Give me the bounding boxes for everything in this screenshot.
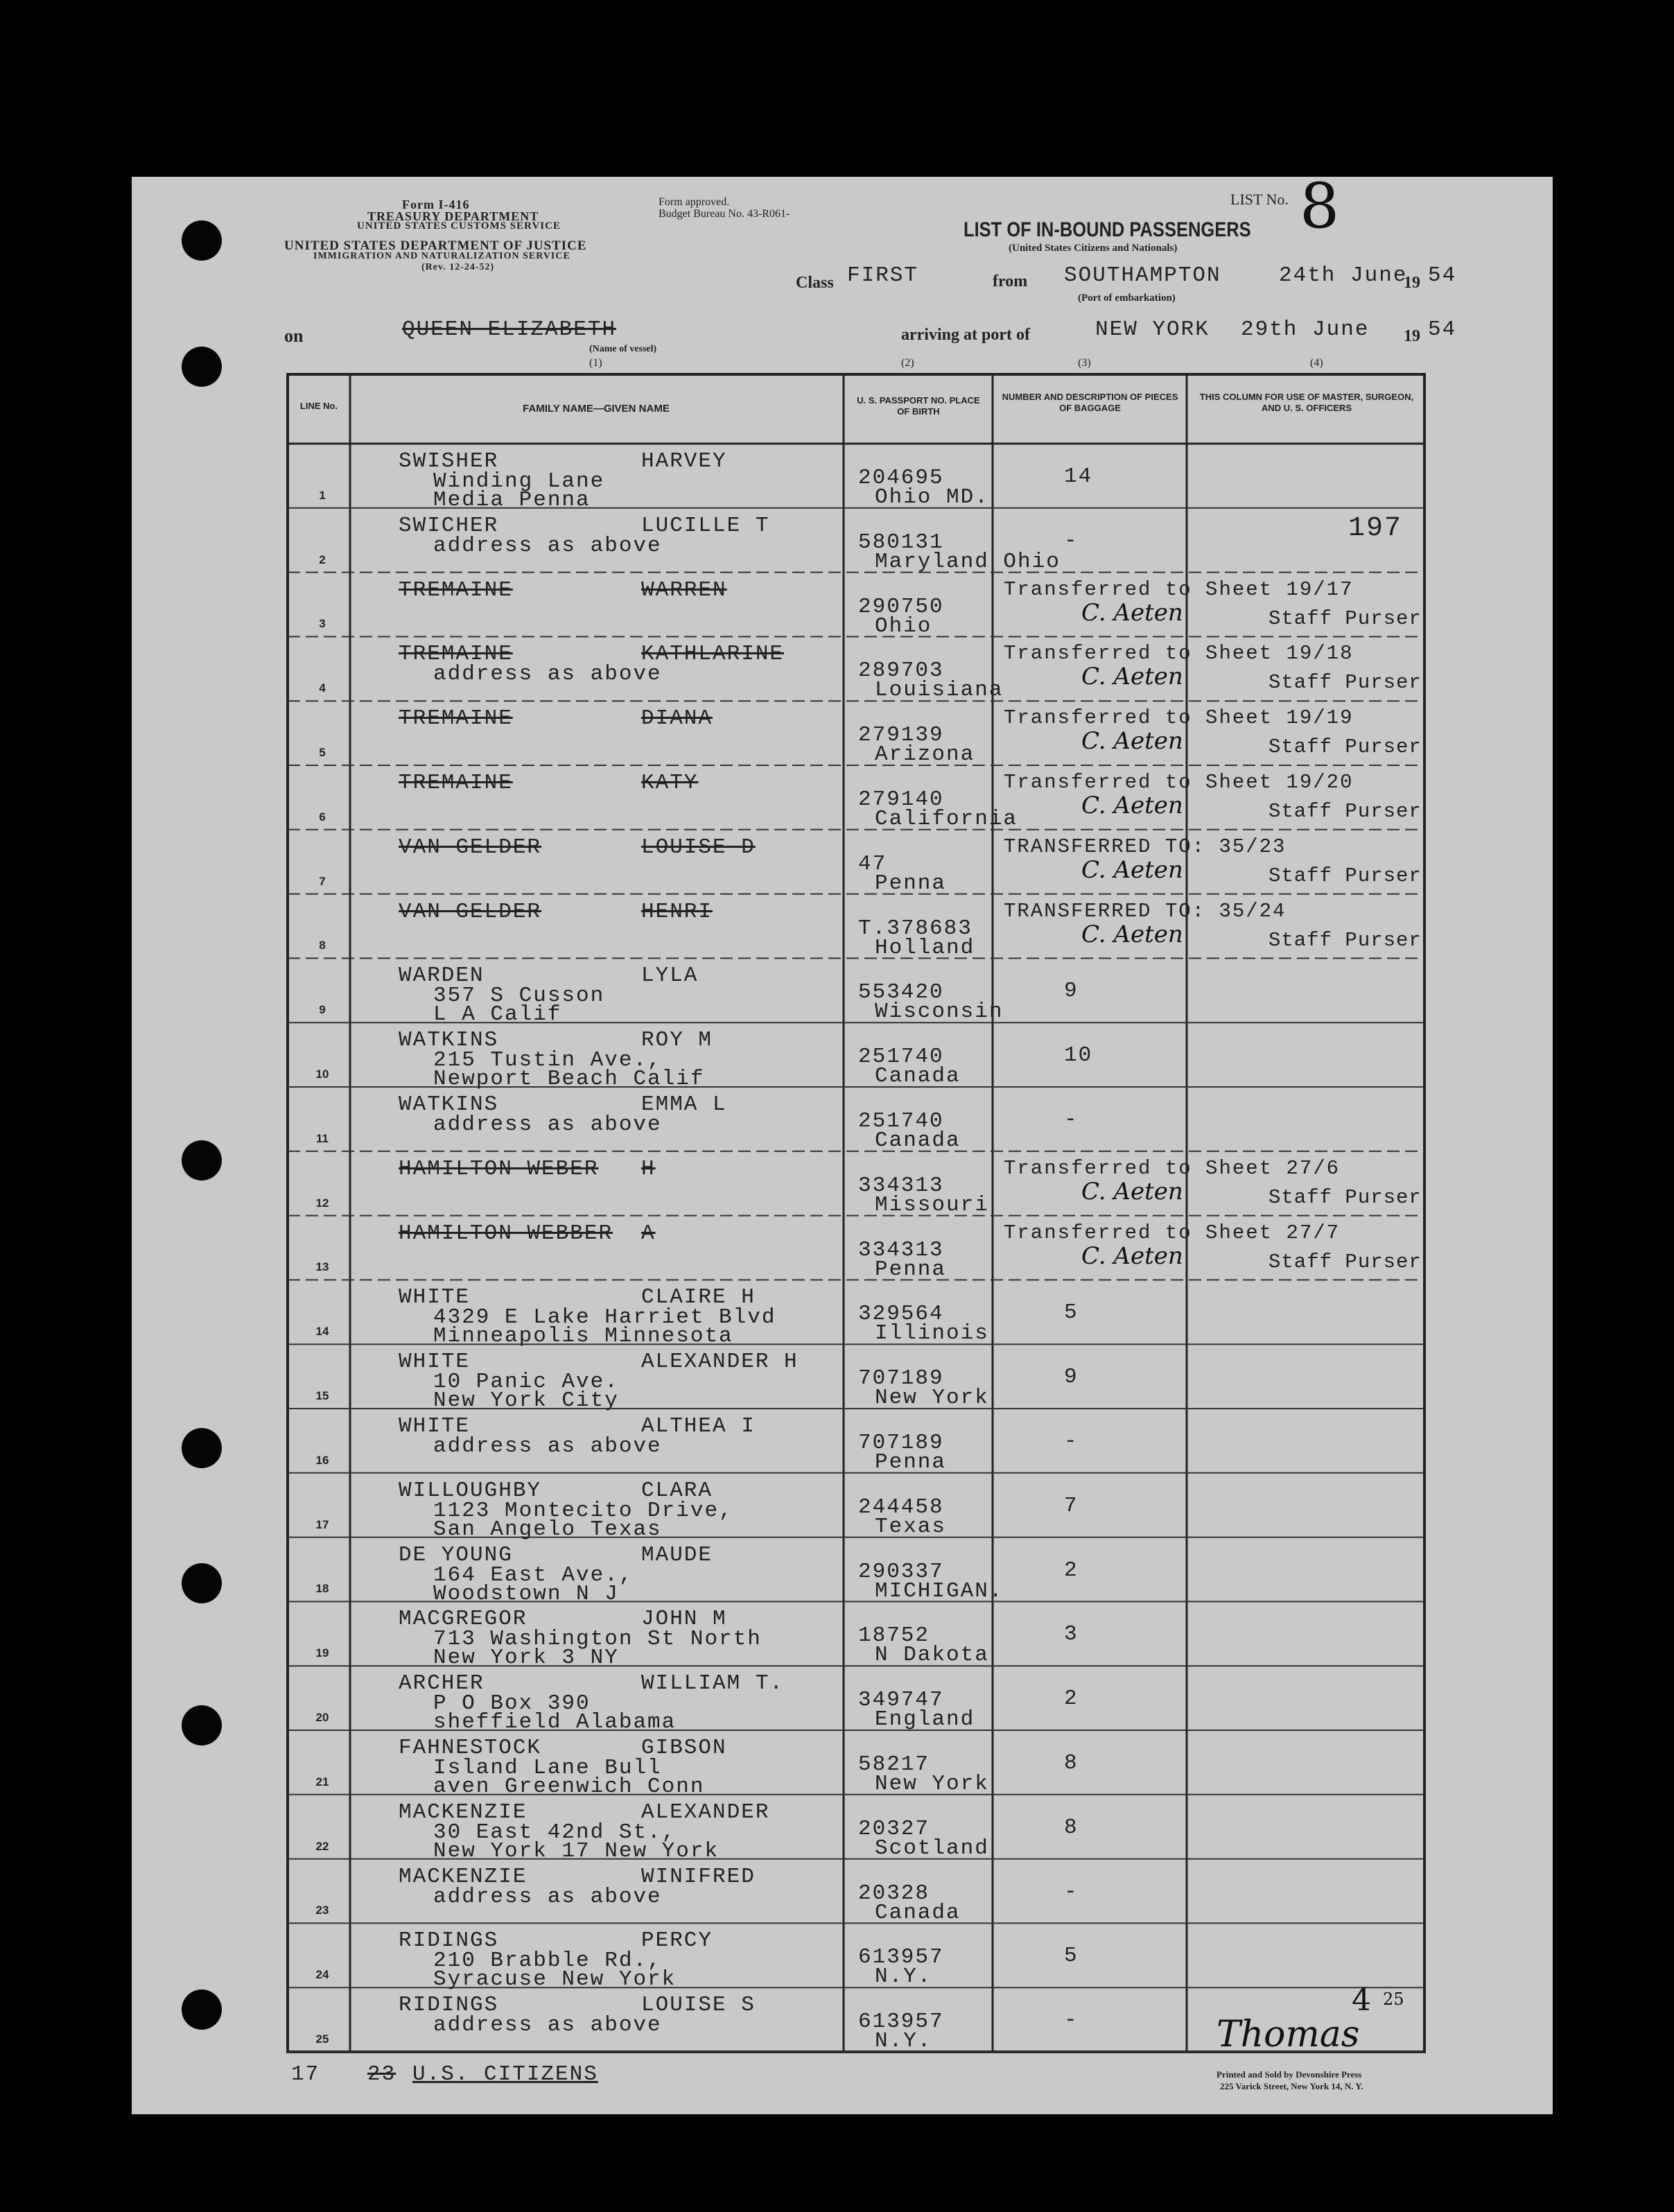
from-date: 24th June [1279, 263, 1408, 288]
place-of-birth: N.Y. [875, 1965, 932, 1989]
line-number: 12 [315, 1196, 329, 1210]
given-name: LOUISE D [641, 835, 756, 860]
staff-purser-label: Staff Purser [1268, 671, 1422, 695]
baggage: - [1064, 1429, 1079, 1454]
family-name: WILLOUGHBY [399, 1478, 542, 1503]
address-line-2: New York 3 NY [433, 1646, 619, 1671]
address-line-1: address as above [433, 1884, 662, 1909]
dept-justice: UNITED STATES DEPARTMENT OF JUSTICE [284, 238, 587, 253]
printer-line-2: 225 Varick Street, New York 14, N. Y. [1220, 2081, 1363, 2091]
line-number: 10 [315, 1068, 329, 1081]
purser-signature: C. Aeten [1081, 792, 1183, 819]
passport-number: 18752 [858, 1623, 930, 1648]
address-line-2: L A Calif [433, 1002, 562, 1027]
place-of-birth: MICHIGAN. [875, 1578, 1004, 1603]
page-subtitle: (United States Citizens and Nationals) [1009, 243, 1178, 254]
family-name: SWICHER [399, 513, 499, 538]
given-name: MAUDE [641, 1542, 713, 1567]
printer-line-1: Printed and Sold by Devonshire Press [1217, 2069, 1362, 2080]
family-name: HAMILTON-WEBBER [399, 1221, 613, 1246]
family-name: DE YOUNG [399, 1542, 513, 1567]
address-line-1: 713 Washington St North [433, 1627, 762, 1652]
family-name: MACKENZIE [399, 1800, 528, 1825]
address-line-2: Syracuse New York [433, 1967, 677, 1992]
passport-number: 334313 [858, 1173, 944, 1198]
page-title: LIST OF IN-BOUND PASSENGERS [964, 218, 1251, 241]
purser-signature: C. Aeten [1081, 598, 1183, 627]
passport-number: 279140 [858, 787, 944, 812]
place-of-birth: Texas [875, 1514, 947, 1539]
address-line-1: 210 Brabble Rd., [433, 1949, 662, 1974]
passport-number: 349747 [858, 1688, 944, 1713]
given-name: H [641, 1156, 656, 1181]
address-line-1: address as above [433, 533, 662, 558]
baggage: 5 [1064, 1300, 1079, 1325]
baggage: 5 [1064, 1944, 1079, 1969]
place-of-birth: Louisiana [875, 678, 1004, 703]
line-number: 20 [315, 1711, 329, 1724]
from-year: 54 [1428, 263, 1457, 288]
baggage: 2 [1064, 1558, 1079, 1583]
baggage: Transferred to Sheet 19/18 [1004, 642, 1354, 665]
address-line-1: P O Box 390 [433, 1691, 591, 1716]
column-number-3: (3) [1078, 357, 1091, 369]
baggage: 8 [1064, 1815, 1079, 1840]
baggage: Transferred to Sheet 19/17 [1004, 577, 1354, 601]
family-name: RIDINGS [399, 1993, 499, 2018]
address-line-2: San Angelo Texas [433, 1517, 662, 1542]
corner-mark-fraction: 25 [1383, 1989, 1404, 2009]
line-number: 21 [315, 1775, 329, 1788]
staff-purser-label: Staff Purser [1268, 735, 1422, 759]
line-number: 15 [315, 1389, 329, 1402]
address-line-1: 164 East Ave., [433, 1562, 634, 1587]
passport-number: T.378683 [858, 916, 973, 941]
baggage: 9 [1064, 979, 1079, 1004]
address-line-2: Newport Beach Calif [433, 1067, 705, 1092]
passport-number: 290337 [858, 1559, 944, 1584]
given-name: WINIFRED [641, 1864, 756, 1889]
passport-number: 290750 [858, 594, 944, 619]
place-of-birth: Penna [875, 1257, 947, 1282]
purser-signature: C. Aeten [1081, 1177, 1183, 1205]
address-line-1: 357 S Cusson [433, 984, 605, 1009]
place-of-birth: New York [875, 1386, 989, 1411]
class-value: FIRST [847, 263, 919, 288]
arrival-year-prefix: 19 [1404, 327, 1420, 345]
place-of-birth: New York [875, 1772, 989, 1796]
baggage: TRANSFERRED TO: 35/24 [1004, 899, 1287, 923]
passport-number: 244458 [858, 1495, 944, 1519]
passport-number: 20327 [858, 1816, 930, 1841]
place-of-birth: Arizona [875, 742, 975, 767]
address-line-1: 4329 E Lake Harriet Blvd [433, 1305, 776, 1330]
staff-purser-label: Staff Purser [1268, 928, 1422, 952]
list-number: 8 [1300, 170, 1340, 243]
stamp-number: 197 [1348, 513, 1403, 544]
address-line-1: Winding Lane [433, 469, 605, 494]
on-label: on [284, 326, 304, 346]
place-of-birth: Canada [875, 1064, 961, 1089]
address-line-1: 215 Tustin Ave., [433, 1048, 662, 1073]
place-of-birth: Illinois [875, 1321, 989, 1346]
passport-number: 251740 [858, 1045, 944, 1070]
line-number: 16 [315, 1453, 329, 1467]
staff-purser-label: Staff Purser [1268, 800, 1422, 823]
passport-number: 251740 [858, 1109, 944, 1133]
passport-number: 47 [858, 851, 887, 876]
baggage: TRANSFERRED TO: 35/23 [1004, 835, 1287, 858]
family-name: VAN GELDER [399, 899, 542, 924]
dept-treasury: TREASURY DEPARTMENT [367, 209, 539, 223]
line-number: 24 [315, 1968, 329, 1982]
line-number: 1 [319, 488, 326, 502]
given-name: CLAIRE H [641, 1285, 756, 1310]
address-line-1: address as above [433, 1434, 662, 1458]
header-passport: U. S. PASSPORT NO. PLACE OF BIRTH [857, 395, 980, 417]
family-name: ARCHER [399, 1671, 485, 1696]
place-of-birth: Ohio MD. [875, 485, 989, 510]
dept-customs: UNITED STATES CUSTOMS SERVICE [357, 220, 561, 232]
family-name: WARDEN [399, 964, 485, 989]
passport-number: 58217 [858, 1752, 930, 1777]
citizens-label: U.S. CITIZENS [412, 2062, 598, 2087]
address-line-2: sheffield Alabama [433, 1710, 677, 1735]
column-number-4: (4) [1310, 357, 1323, 369]
from-label: from [993, 272, 1028, 290]
family-name: RIDINGS [399, 1928, 499, 1953]
purser-signature: C. Aeten [1081, 1242, 1183, 1270]
line-number: 19 [315, 1646, 329, 1660]
baggage: Transferred to Sheet 19/19 [1004, 706, 1354, 730]
header-line-no: LINE No. [299, 401, 338, 411]
purser-signature: C. Aeten [1081, 920, 1183, 948]
passport-number: 707189 [858, 1366, 944, 1391]
citizen-count-struck: 23 [367, 2062, 396, 2087]
header-officers: THIS COLUMN FOR USE OF MASTER, SURGEON, AND U. S. OFFICERS [1199, 392, 1414, 413]
given-name: GIBSON [641, 1736, 727, 1760]
given-name: KATY [641, 771, 699, 795]
place-of-birth: N.Y. [875, 2029, 932, 2054]
passport-number: 279139 [858, 723, 944, 748]
passport-number: 204695 [858, 466, 944, 490]
address-line-2: Woodstown N J [433, 1581, 619, 1606]
address-line-1: 1123 Montecito Drive, [433, 1498, 733, 1523]
place-of-birth: Maryland Ohio [875, 549, 1061, 574]
from-port: SOUTHAMPTON [1064, 263, 1221, 288]
baggage: Transferred to Sheet 27/6 [1004, 1156, 1341, 1180]
address-line-2: Media Penna [433, 488, 591, 512]
budget-bureau: Budget Bureau No. 43-R061- [659, 208, 790, 220]
line-number: 5 [319, 746, 326, 759]
family-name: MACKENZIE [399, 1864, 528, 1889]
baggage: 3 [1064, 1622, 1079, 1647]
given-name: HARVEY [641, 449, 727, 473]
purser-signature: C. Aeten [1081, 663, 1183, 691]
baggage: 7 [1064, 1493, 1079, 1518]
baggage: 8 [1064, 1751, 1079, 1775]
family-name: WATKINS [399, 1028, 499, 1053]
dept-immigration: IMMIGRATION AND NATURALIZATION SERVICE [313, 251, 570, 261]
family-name: WHITE [399, 1350, 471, 1375]
given-name: HENRI [641, 899, 713, 924]
place-of-birth: Ohio [875, 613, 932, 638]
place-of-birth: Penna [875, 1450, 947, 1474]
given-name: DIANA [641, 706, 713, 731]
baggage: 2 [1064, 1687, 1079, 1712]
passport-number: 553420 [858, 980, 944, 1005]
place-of-birth: Penna [875, 871, 947, 896]
family-name: WHITE [399, 1285, 471, 1310]
line-number: 7 [319, 874, 326, 888]
passport-number: 613957 [858, 1945, 944, 1970]
line-number: 23 [315, 1904, 329, 1917]
baggage: - [1064, 528, 1079, 553]
arriving-label: arriving at port of [901, 326, 1030, 344]
line-number: 13 [315, 1260, 329, 1274]
family-name: TREMAINE [399, 642, 513, 667]
given-name: ALEXANDER H [641, 1350, 799, 1375]
baggage: - [1064, 2008, 1079, 2033]
from-year-prefix: 19 [1404, 274, 1420, 292]
given-name: ROY M [641, 1028, 713, 1053]
form-number: Form I-416 [402, 198, 470, 211]
given-name: LUCILLE T [641, 513, 770, 538]
address-line-1: 10 Panic Ave. [433, 1370, 619, 1395]
list-no-label: LIST No. [1230, 191, 1289, 208]
line-number: 3 [319, 617, 326, 631]
baggage: - [1064, 1879, 1079, 1904]
line-number: 14 [315, 1325, 329, 1339]
line-number: 9 [319, 1003, 326, 1017]
passport-number: 613957 [858, 2010, 944, 2035]
passport-number: 289703 [858, 659, 944, 683]
citizen-count: 17 [291, 2062, 320, 2087]
place-of-birth: Wisconsin [875, 1000, 1004, 1025]
address-line-1: Island Lane Bull [433, 1756, 662, 1780]
address-line-2: New York 17 New York [433, 1838, 720, 1863]
place-of-birth: Scotland [875, 1836, 989, 1861]
given-name: LOUISE S [641, 1993, 756, 2018]
family-name: SWISHER [399, 449, 499, 473]
given-name: WILLIAM T. [641, 1671, 785, 1696]
baggage: 10 [1064, 1043, 1093, 1068]
address-line-2: Minneapolis Minnesota [433, 1324, 733, 1349]
line-number: 8 [319, 939, 326, 952]
given-name: KATHLARINE [641, 642, 785, 667]
arrival-port: NEW YORK [1095, 317, 1210, 342]
place-of-birth: California [875, 807, 1018, 831]
place-of-birth: England [875, 1707, 975, 1732]
staff-purser-label: Staff Purser [1268, 864, 1422, 887]
given-name: ALEXANDER [641, 1800, 770, 1825]
baggage: Transferred to Sheet 19/20 [1004, 771, 1354, 794]
baggage: 14 [1064, 464, 1093, 489]
family-name: TREMAINE [399, 706, 513, 731]
place-of-birth: Missouri [875, 1192, 989, 1217]
passport-number: 329564 [858, 1302, 944, 1327]
baggage: 9 [1064, 1365, 1079, 1390]
family-name: WHITE [399, 1414, 471, 1438]
column-number-2: (2) [901, 357, 914, 369]
passport-number: 334313 [858, 1237, 944, 1262]
arrival-date: 29th June [1241, 317, 1370, 342]
column-number-1: (1) [589, 357, 602, 369]
passport-number: 580131 [858, 530, 944, 555]
line-number: 22 [315, 1839, 329, 1853]
family-name: VAN GELDER [399, 835, 542, 860]
passport-number: 20328 [858, 1881, 930, 1906]
line-number: 17 [315, 1517, 329, 1531]
line-number: 11 [316, 1131, 329, 1145]
class-label: Class [796, 274, 834, 292]
form-approved: Form approved. [659, 196, 730, 208]
baggage: - [1064, 1108, 1079, 1132]
address-line-2: New York City [433, 1388, 619, 1413]
address-line-1: address as above [433, 1113, 662, 1137]
address-line-2: aven Greenwich Conn [433, 1775, 705, 1799]
form-revision: (Rev. 12-24-52) [421, 262, 495, 272]
staff-purser-label: Staff Purser [1268, 607, 1422, 630]
header-baggage: NUMBER AND DESCRIPTION OF PIECES OF BAGGAGE [1002, 392, 1178, 413]
vessel-caption: (Name of vessel) [589, 344, 657, 354]
given-name: WARREN [641, 577, 727, 602]
family-name: FAHNESTOCK [399, 1736, 542, 1760]
given-name: ALTHEA I [641, 1414, 756, 1438]
given-name: CLARA [641, 1478, 713, 1503]
arrival-year: 54 [1428, 317, 1457, 342]
baggage: Transferred to Sheet 27/7 [1004, 1221, 1341, 1244]
given-name: JOHN M [641, 1607, 727, 1632]
place-of-birth: Canada [875, 1129, 961, 1153]
line-number: 6 [319, 810, 326, 824]
line-number: 4 [319, 681, 326, 695]
given-name: LYLA [641, 964, 699, 989]
officer-signature: Thomas [1217, 2014, 1360, 2055]
vessel-name: QUEEN ELIZABETH [402, 317, 617, 342]
place-of-birth: Canada [875, 1900, 961, 1925]
line-number: 2 [319, 552, 326, 566]
place-of-birth: Holland [875, 935, 975, 960]
address-line-1: 30 East 42nd St., [433, 1820, 677, 1845]
family-name: TREMAINE [399, 577, 513, 602]
family-name: TREMAINE [399, 771, 513, 795]
place-of-birth: N Dakota [875, 1643, 989, 1668]
address-line-1: address as above [433, 662, 662, 687]
family-name: MACGREGOR [399, 1607, 528, 1632]
address-line-1: address as above [433, 2013, 662, 2038]
given-name: A [641, 1221, 656, 1246]
purser-signature: C. Aeten [1081, 855, 1183, 884]
corner-mark: 4 [1352, 1983, 1371, 2018]
family-name: WATKINS [399, 1092, 499, 1117]
header-name: FAMILY NAME—GIVEN NAME [523, 403, 670, 415]
port-embark-caption: (Port of embarkation) [1078, 293, 1176, 304]
line-number: 18 [315, 1582, 329, 1596]
given-name: PERCY [641, 1928, 713, 1953]
given-name: EMMA L [641, 1092, 727, 1117]
family-name: HAMILTON-WEBER [399, 1156, 599, 1181]
passport-number: 707189 [858, 1431, 944, 1455]
staff-purser-label: Staff Purser [1268, 1185, 1422, 1209]
purser-signature: C. Aeten [1081, 727, 1183, 756]
line-number: 25 [315, 2032, 329, 2046]
staff-purser-label: Staff Purser [1268, 1250, 1422, 1273]
